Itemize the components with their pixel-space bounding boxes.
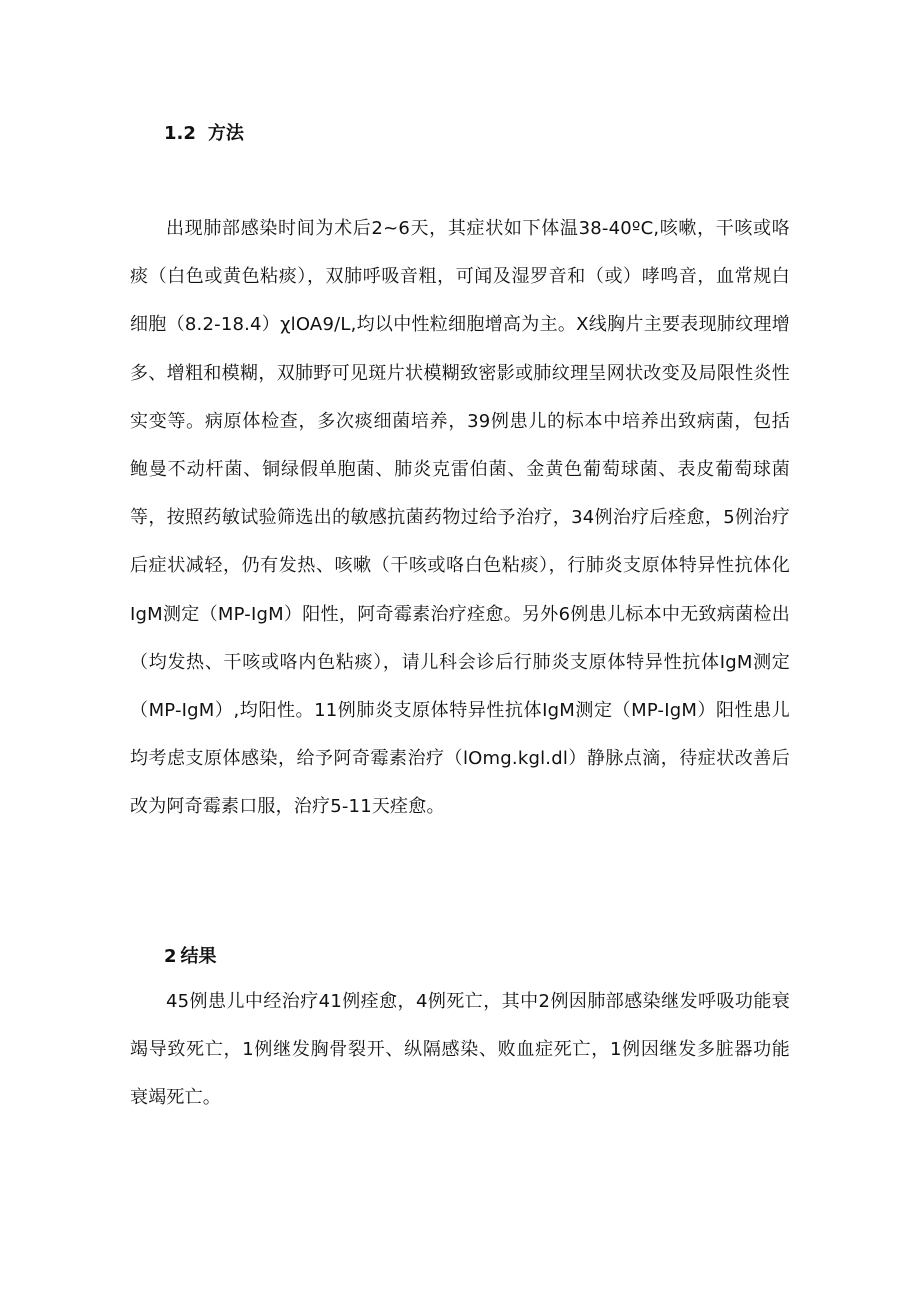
section-number: 2 — [164, 946, 177, 967]
section-heading-methods — [164, 122, 244, 146]
methods-paragraph: 出现肺部感染时间为术后2~6天，其症状如下体温38-40ºC,咳嗽，干咳或咯痰（白色或黄色粘痰），双肺呼吸音粗，可闻及湿罗音和（或）哮鸣音，血常规白细胞（8.2-18.4）χlOA9∕L,均以中性粒细胞增高为主。X线胸片主要表现肺纹理增多、增粗和模糊，双肺野可见斑片状模糊致密影或肺纹理呈网状改变及局限性炎性实变等。病原体检查，多次痰细菌培养，39例患儿的标本中培养出致病菌，包括鲍曼不动杆菌、铜绿假单胞菌、肺炎克雷伯菌、金黄色葡萄球菌、表皮葡萄球菌等，按照药敏试验筛选出的敏感抗菌药物过给予治疗，34例治疗后痊愈，5例治疗后症状减轻，仍有发热、咳嗽（干咳或咯白色粘痰），行肺炎支原体特异性抗体化IgM测定（MP-IgM）阳性，阿奇霉素治疗痊愈。另外6例患儿标本中无致病菌检出（均发热、干咳或咯内色粘痰），请儿科会诊后行肺炎支原体特异性抗体IgM测定（MP-IgM）,均阳性。11例肺炎支原体特异性抗体IgM测定（MP-IgM）阳性患儿均考虑支原体感染，给予阿奇霉素治疗（lOmg.kgl.dl）静脉点滴，待症状改善后改为阿奇霉素口服，治疗5-11天痊愈。 — [130, 218, 790, 818]
section-number: 1.2 — [164, 123, 196, 144]
section-title: 方法 — [207, 123, 244, 144]
section-heading-results — [164, 945, 217, 969]
results-paragraph: 45例患儿中经治疗41例痊愈，4例死亡，其中2例因肺部感染继发呼吸功能衰竭导致死亡，1例继发胸骨裂开、纵隔感染、败血症死亡，1例因继发多脏器功能衰竭死亡。 — [130, 991, 790, 1109]
section-title: 结果 — [180, 946, 217, 967]
